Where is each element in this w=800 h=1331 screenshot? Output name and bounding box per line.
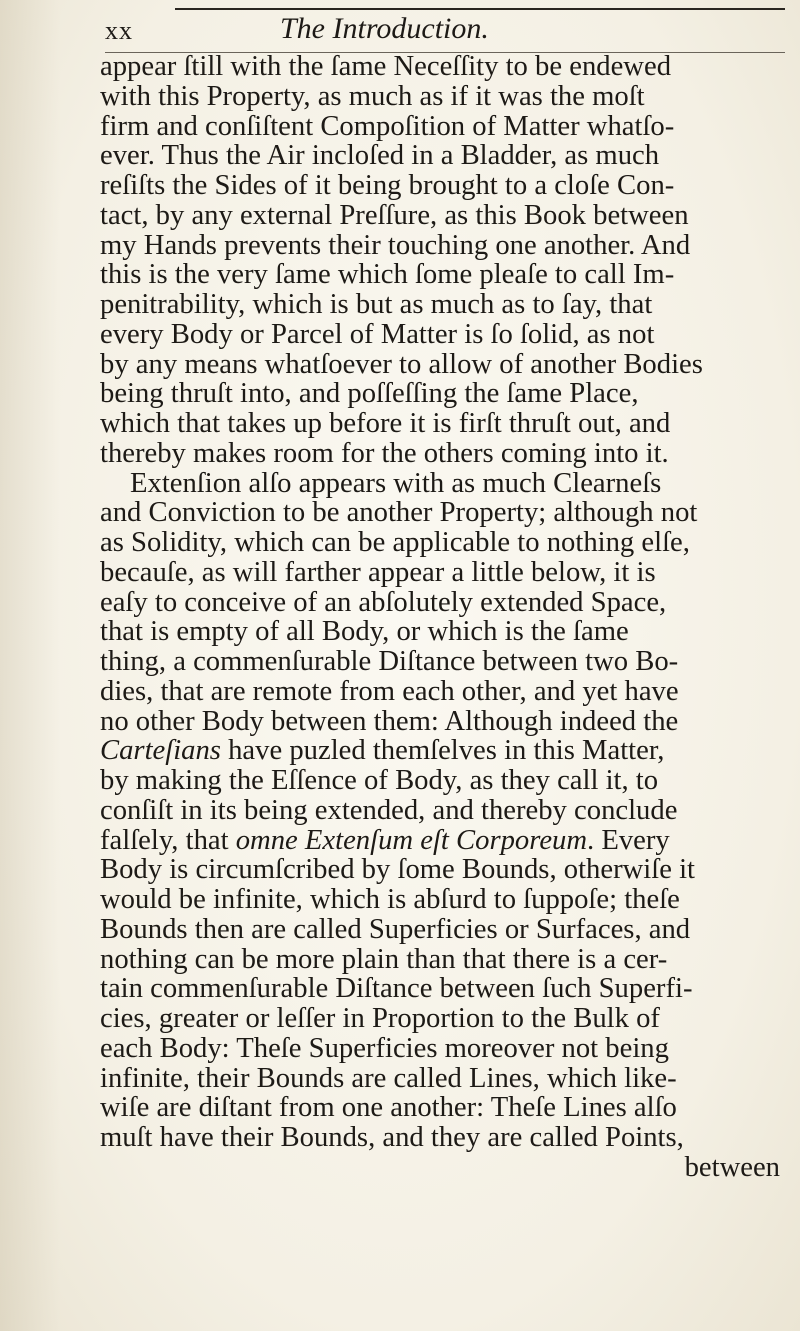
text-line: becauſe, as will farther appear a little below, it is bbox=[100, 555, 656, 588]
paragraph-start-line: Extenſion alſo appears with as much Clearneſs bbox=[130, 466, 662, 499]
text-line: no other Body between them: Although indeed the bbox=[100, 704, 679, 737]
running-title: The Introduction. bbox=[280, 12, 489, 45]
text-line: tain commenſurable Diſtance between ſuch Superfi- bbox=[100, 972, 693, 1005]
header-top-rule bbox=[175, 8, 785, 10]
text-line: tact, by any external Preſſure, as this Book between bbox=[100, 198, 689, 231]
text-line: as Solidity, which can be applicable to nothing elſe, bbox=[100, 526, 690, 558]
text-line: cies, greater or leſſer in Proportion to the Bulk of bbox=[100, 1002, 660, 1034]
page-number: xx bbox=[105, 16, 133, 45]
text-line: thereby makes room for the others coming into it. bbox=[100, 436, 669, 469]
text-line: muſt have their Bounds, and they are called Points, bbox=[100, 1121, 684, 1153]
text-line: by any means whatſoever to allow of another Bodies bbox=[100, 347, 703, 380]
text-line: wiſe are diſtant from one another: Theſe Lines alſo bbox=[100, 1091, 677, 1124]
text-line: being thruſt into, and poſſeſſing the ſame Place, bbox=[100, 377, 639, 410]
text-line: nothing can be more plain than that there is a cer- bbox=[100, 942, 668, 975]
text-line: my Hands prevents their touching one another. And bbox=[100, 228, 691, 261]
text-line: every Body or Parcel of Matter is ſo ſolid, as not bbox=[100, 317, 655, 350]
text-line: would be infinite, which is abſurd to ſuppoſe; theſe bbox=[100, 883, 680, 915]
text-line: Carteſians have puzled themſelves in this Matter, bbox=[100, 734, 665, 767]
catchword: between bbox=[684, 1150, 780, 1183]
text-line: appear ſtill with the ſame Neceſſity to be endewed bbox=[100, 50, 672, 82]
text-line: Body is circumſcribed by ſome Bounds, otherwiſe it bbox=[100, 853, 695, 886]
text-line: this is the very ſame which ſome pleaſe to call Im- bbox=[100, 258, 675, 291]
text-line: that is empty of all Body, or which is the ſame bbox=[100, 615, 629, 648]
text-line: with this Property, as much as if it was the moſt bbox=[100, 79, 645, 112]
text-line: which that takes up before it is firſt thruſt out, and bbox=[100, 407, 671, 439]
text-line: each Body: Theſe Superficies moreover not being bbox=[100, 1031, 669, 1064]
text-line: firm and conſiſtent Compoſition of Matter whatſo- bbox=[100, 109, 675, 142]
text-line: conſiſt in its being extended, and thereby conclude bbox=[100, 793, 678, 826]
text-line: dies, that are remote from each other, and yet have bbox=[100, 674, 679, 707]
text-line: ever. Thus the Air incloſed in a Bladder, as much bbox=[100, 139, 660, 172]
text-line: falſely, that omne Extenſum eſt Corporeum. Every bbox=[100, 823, 670, 856]
body-text bbox=[100, 52, 800, 1183]
text-line: reſiſts the Sides of it being brought to a cloſe Con- bbox=[100, 169, 675, 201]
page-edge-shadow bbox=[0, 0, 60, 1331]
text-line: by making the Eſſence of Body, as they call it, to bbox=[100, 764, 659, 796]
text-line: penitrability, which is but as much as to ſay, that bbox=[100, 288, 653, 320]
text-line: Bounds then are called Superficies or Surfaces, and bbox=[100, 912, 691, 945]
text-line: thing, a commenſurable Diſtance between two Bo- bbox=[100, 645, 679, 677]
text-line: eaſy to conceive of an abſolutely extended Space, bbox=[100, 585, 667, 618]
text-line: infinite, their Bounds are called Lines, which like- bbox=[100, 1061, 677, 1094]
page-header bbox=[105, 6, 785, 50]
text-line: and Conviction to be another Property; although not bbox=[100, 496, 698, 529]
